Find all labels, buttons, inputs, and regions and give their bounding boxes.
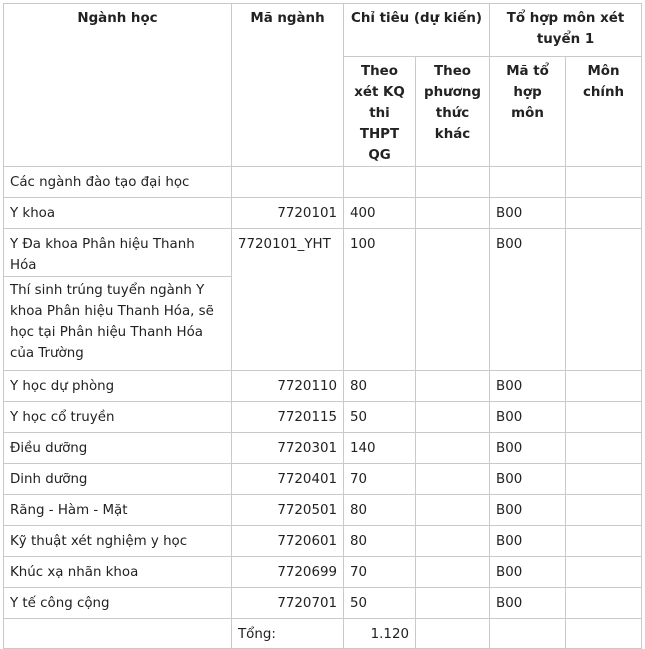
header-theo-pt: Theo phương thức khác bbox=[416, 57, 490, 167]
row-quota: 80 bbox=[344, 526, 416, 557]
header-ma-nganh: Mã ngành bbox=[232, 4, 344, 167]
table-row bbox=[4, 229, 642, 277]
row-quota: 100 bbox=[344, 229, 416, 371]
row-code: 7720301 bbox=[232, 433, 344, 464]
table-row bbox=[4, 402, 642, 433]
section-label: Các ngành đào tạo đại học bbox=[4, 167, 232, 198]
row-name: Y Đa khoa Phân hiệu Thanh Hóa bbox=[4, 229, 232, 277]
row-combo: B00 bbox=[490, 229, 566, 371]
row-code: 7720101 bbox=[232, 198, 344, 229]
row-name: Y khoa bbox=[4, 198, 232, 229]
total-label: Tổng: bbox=[232, 619, 344, 649]
header-to-hop: Tổ hợp môn xét tuyển 1 bbox=[490, 4, 642, 57]
row-name: Y học cổ truyền bbox=[4, 402, 232, 433]
row-quota: 400 bbox=[344, 198, 416, 229]
row-combo: B00 bbox=[490, 557, 566, 588]
row-name: Điều dưỡng bbox=[4, 433, 232, 464]
row-name: Kỹ thuật xét nghiệm y học bbox=[4, 526, 232, 557]
row-combo: B00 bbox=[490, 526, 566, 557]
row-note: Thí sinh trúng tuyển ngành Y khoa Phân hiệu Thanh Hóa, sẽ học tại Phân hiệu Thanh Hóa của Trường bbox=[4, 277, 232, 371]
row-name: Dinh dưỡng bbox=[4, 464, 232, 495]
row-code: 7720110 bbox=[232, 371, 344, 402]
row-combo: B00 bbox=[490, 495, 566, 526]
row-code: 7720115 bbox=[232, 402, 344, 433]
row-combo: B00 bbox=[490, 588, 566, 619]
row-quota: 50 bbox=[344, 402, 416, 433]
header-mon-chinh: Môn chính bbox=[566, 57, 642, 167]
row-combo: B00 bbox=[490, 433, 566, 464]
row-combo: B00 bbox=[490, 464, 566, 495]
total-row bbox=[4, 619, 642, 649]
row-quota: 70 bbox=[344, 464, 416, 495]
row-code: 7720601 bbox=[232, 526, 344, 557]
table-row bbox=[4, 433, 642, 464]
header-chi-tieu: Chỉ tiêu (dự kiến) bbox=[344, 4, 490, 57]
row-combo: B00 bbox=[490, 198, 566, 229]
row-name: Răng - Hàm - Mặt bbox=[4, 495, 232, 526]
header-theo-xet: Theo xét KQ thi THPT QG bbox=[344, 57, 416, 167]
table-row bbox=[4, 495, 642, 526]
row-name: Y tế công cộng bbox=[4, 588, 232, 619]
table-row bbox=[4, 198, 642, 229]
row-quota: 70 bbox=[344, 557, 416, 588]
table-row bbox=[4, 557, 642, 588]
table-row bbox=[4, 588, 642, 619]
row-code: 7720101_YHT bbox=[232, 229, 344, 371]
total-value: 1.120 bbox=[344, 619, 416, 649]
row-name: Khúc xạ nhãn khoa bbox=[4, 557, 232, 588]
table-row bbox=[4, 526, 642, 557]
table-row bbox=[4, 371, 642, 402]
row-quota: 140 bbox=[344, 433, 416, 464]
row-quota: 80 bbox=[344, 371, 416, 402]
row-quota: 80 bbox=[344, 495, 416, 526]
row-quota: 50 bbox=[344, 588, 416, 619]
row-code: 7720699 bbox=[232, 557, 344, 588]
table-row bbox=[4, 464, 642, 495]
row-name: Y học dự phòng bbox=[4, 371, 232, 402]
admission-table bbox=[3, 3, 642, 649]
row-code: 7720501 bbox=[232, 495, 344, 526]
header-nganh: Ngành học bbox=[4, 4, 232, 167]
row-combo: B00 bbox=[490, 402, 566, 433]
header-ma-to-hop: Mã tổ hợp môn bbox=[490, 57, 566, 167]
row-code: 7720701 bbox=[232, 588, 344, 619]
row-code: 7720401 bbox=[232, 464, 344, 495]
row-combo: B00 bbox=[490, 371, 566, 402]
